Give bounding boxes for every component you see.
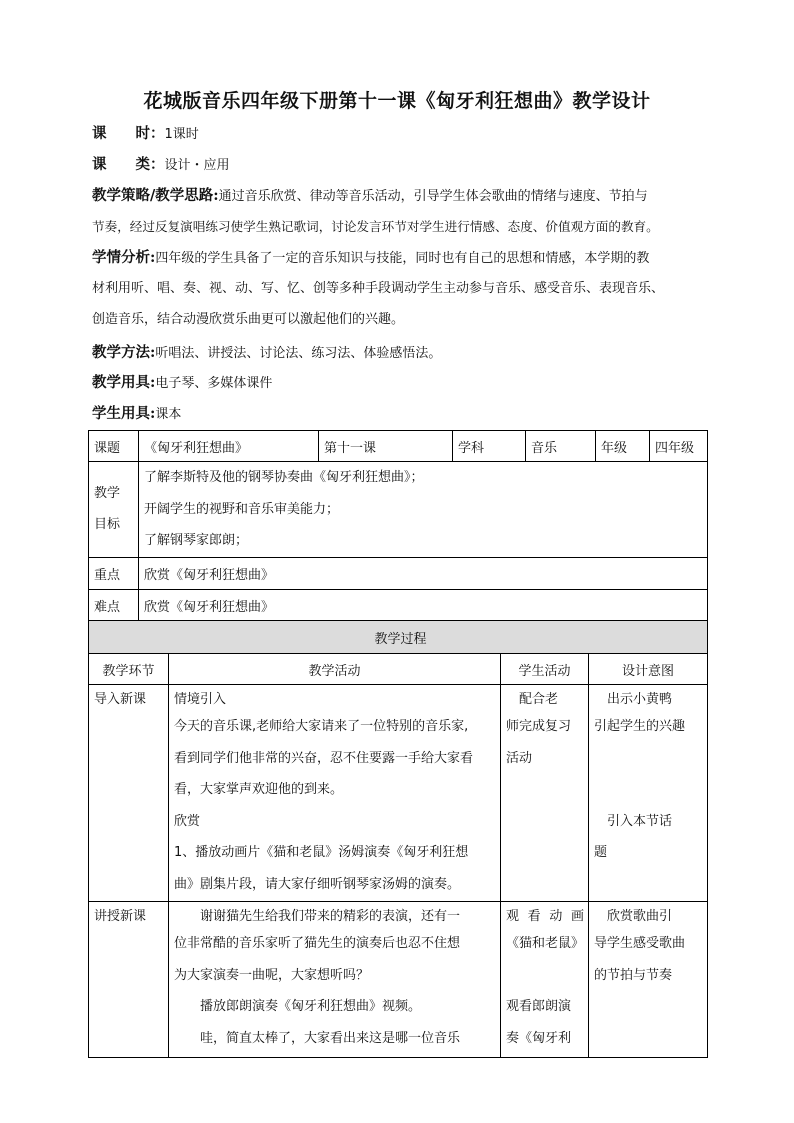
activity-line: 情境引入 bbox=[174, 692, 227, 707]
activity-line: 谢谢猫先生给我们带来的精彩的表演，还有一 bbox=[200, 909, 461, 924]
process-table bbox=[88, 620, 708, 1058]
activity-line: 看，大家掌声欢迎他的到来。 bbox=[174, 782, 344, 797]
goal-list bbox=[139, 462, 708, 558]
process-row-intro bbox=[89, 685, 708, 902]
stage-label: 讲授新课 bbox=[94, 909, 147, 924]
student-cell bbox=[501, 685, 589, 902]
difficulty-value: 欣赏《匈牙利狂想曲》 bbox=[139, 589, 708, 621]
intent-line: 导学生感受歌曲 bbox=[594, 936, 686, 951]
student-line: 活动 bbox=[506, 750, 533, 766]
goal-label-line-2: 目标 bbox=[94, 517, 121, 533]
intent-line: 引入本节话 bbox=[607, 813, 673, 829]
strategy-row bbox=[92, 183, 712, 210]
goal-item: 了解李斯特及他的钢琴协奏曲《匈牙利狂想曲》； bbox=[144, 470, 424, 485]
tools-text: 电子琴、多媒体课件 bbox=[155, 376, 273, 391]
student-tools-label: 学生用具: bbox=[92, 405, 156, 422]
column-header-row bbox=[89, 654, 708, 685]
analysis-label: 学情分析: bbox=[92, 249, 156, 266]
activity-line: 位非常酷的音乐家听了猫先生的演奏后也忍不住想 bbox=[174, 936, 461, 951]
key-row bbox=[89, 557, 708, 589]
intent-line bbox=[594, 774, 707, 806]
analysis-text-2: 材利用听、唱、奏、视、动、写、忆、创等多种手段调动学生主动参与音乐、感受音乐、表现音乐、 bbox=[92, 281, 665, 296]
method-label: 教学方法: bbox=[92, 344, 156, 361]
lesson-info-table bbox=[88, 430, 708, 622]
method-text: 听唱法、讲授法、讨论法、练习法、体验感悟法。 bbox=[155, 346, 442, 361]
activity-line: 1、播放动画片《猫和老鼠》汤姆演奏《匈牙利狂想 bbox=[174, 845, 469, 860]
stage-cell bbox=[89, 685, 169, 902]
activity-line: 为大家演奏一曲呢，大家想听吗？ bbox=[174, 967, 370, 983]
process-header-row bbox=[89, 621, 708, 654]
type-value: 设计・应用 bbox=[164, 158, 230, 173]
col-activity-header: 教学活动 bbox=[169, 654, 501, 685]
intent-line: 引起学生的兴趣 bbox=[594, 719, 686, 734]
student-line: 奏《匈牙利 bbox=[506, 1030, 572, 1046]
intent-cell bbox=[589, 685, 708, 902]
intent-line: 题 bbox=[594, 845, 608, 860]
intent-line bbox=[594, 743, 707, 775]
period-value: 1课时 bbox=[164, 127, 199, 142]
activity-line: 哇，简直太棒了，大家看出来这是哪一位音乐 bbox=[200, 1030, 461, 1046]
activity-line: 欣赏 bbox=[174, 813, 201, 829]
subject-value: 音乐 bbox=[526, 431, 596, 462]
student-tools-row bbox=[92, 401, 712, 428]
document-title: 花城版音乐四年级下册第十一课《匈牙利狂想曲》教学设计 bbox=[143, 90, 651, 112]
student-line bbox=[506, 960, 588, 992]
process-row-teaching bbox=[89, 902, 708, 1058]
activity-line: 今天的音乐课,老师给大家请来了一位特别的音乐家, bbox=[174, 719, 469, 734]
goal-row bbox=[89, 462, 708, 558]
lesson-number: 第十一课 bbox=[319, 431, 453, 462]
topic-value: 《匈牙利狂想曲》 bbox=[139, 431, 319, 462]
activity-cell bbox=[169, 902, 501, 1058]
student-line: 观看动画 bbox=[506, 909, 584, 924]
student-tools-text: 课本 bbox=[155, 407, 182, 422]
col-student-header: 学生活动 bbox=[501, 654, 589, 685]
difficulty-label: 难点 bbox=[89, 589, 139, 621]
grade-label: 年级 bbox=[596, 431, 650, 462]
analysis-text-3: 创造音乐，结合动漫欣赏乐曲更可以激起他们的兴趣。 bbox=[92, 312, 405, 327]
method-row bbox=[92, 340, 712, 367]
col-stage-header: 教学环节 bbox=[89, 654, 169, 685]
stage-label: 导入新课 bbox=[94, 692, 147, 707]
key-value: 欣赏《匈牙利狂想曲》 bbox=[139, 557, 708, 589]
grade-value: 四年级 bbox=[650, 431, 708, 462]
period-row bbox=[92, 121, 712, 148]
tools-label: 教学用具: bbox=[92, 374, 156, 391]
student-line: 《猫和老鼠》 bbox=[506, 936, 585, 951]
intent-line: 的节拍与节奏 bbox=[594, 967, 673, 983]
strategy-text-2: 节奏，经过反复演唱练习使学生熟记歌词，讨论发言环节对学生进行情感、态度、价值观方面的教育。 bbox=[92, 219, 659, 234]
tools-row bbox=[92, 370, 712, 397]
goal-label-line-1: 教学 bbox=[94, 485, 121, 501]
col-intent-header: 设计意图 bbox=[589, 654, 708, 685]
intent-line: 欣赏歌曲引 bbox=[607, 909, 673, 924]
activity-line: 看到同学们他非常的兴奋，忍不住要露一手给大家看 bbox=[174, 750, 474, 766]
process-header: 教学过程 bbox=[89, 621, 708, 654]
goal-item: 了解钢琴家郎朗； bbox=[144, 533, 249, 548]
student-line: 配合老 bbox=[519, 692, 559, 707]
analysis-row bbox=[92, 245, 712, 272]
goal-label bbox=[89, 462, 139, 558]
goal-item: 开阔学生的视野和音乐审美能力； bbox=[144, 501, 340, 517]
topic-label: 课题 bbox=[89, 431, 139, 462]
intent-cell bbox=[589, 902, 708, 1058]
student-line: 师完成复习 bbox=[506, 719, 572, 734]
student-cell bbox=[501, 902, 589, 1058]
student-line: 观看郎朗演 bbox=[506, 999, 572, 1014]
topic-row bbox=[89, 431, 708, 462]
type-row bbox=[92, 152, 712, 179]
period-label: 课 时： bbox=[92, 125, 165, 142]
activity-line: 播放郎朗演奏《匈牙利狂想曲》视频。 bbox=[200, 999, 422, 1014]
key-label: 重点 bbox=[89, 557, 139, 589]
stage-cell bbox=[89, 902, 169, 1058]
subject-label: 学科 bbox=[453, 431, 526, 462]
strategy-label: 教学策略/教学思路: bbox=[92, 187, 219, 204]
analysis-text-1: 四年级的学生具备了一定的音乐知识与技能，同时也有自己的思想和情感，本学期的教 bbox=[155, 251, 650, 266]
strategy-text-1: 通过音乐欣赏、律动等音乐活动，引导学生体会歌曲的情绪与速度、节拍与 bbox=[218, 189, 648, 204]
difficulty-row bbox=[89, 589, 708, 621]
type-label: 课 类： bbox=[92, 156, 165, 173]
activity-line: 曲》剧集片段，请大家仔细听钢琴家汤姆的演奏。 bbox=[174, 876, 461, 892]
activity-cell bbox=[169, 685, 501, 902]
intent-line: 出示小黄鸭 bbox=[607, 692, 673, 707]
